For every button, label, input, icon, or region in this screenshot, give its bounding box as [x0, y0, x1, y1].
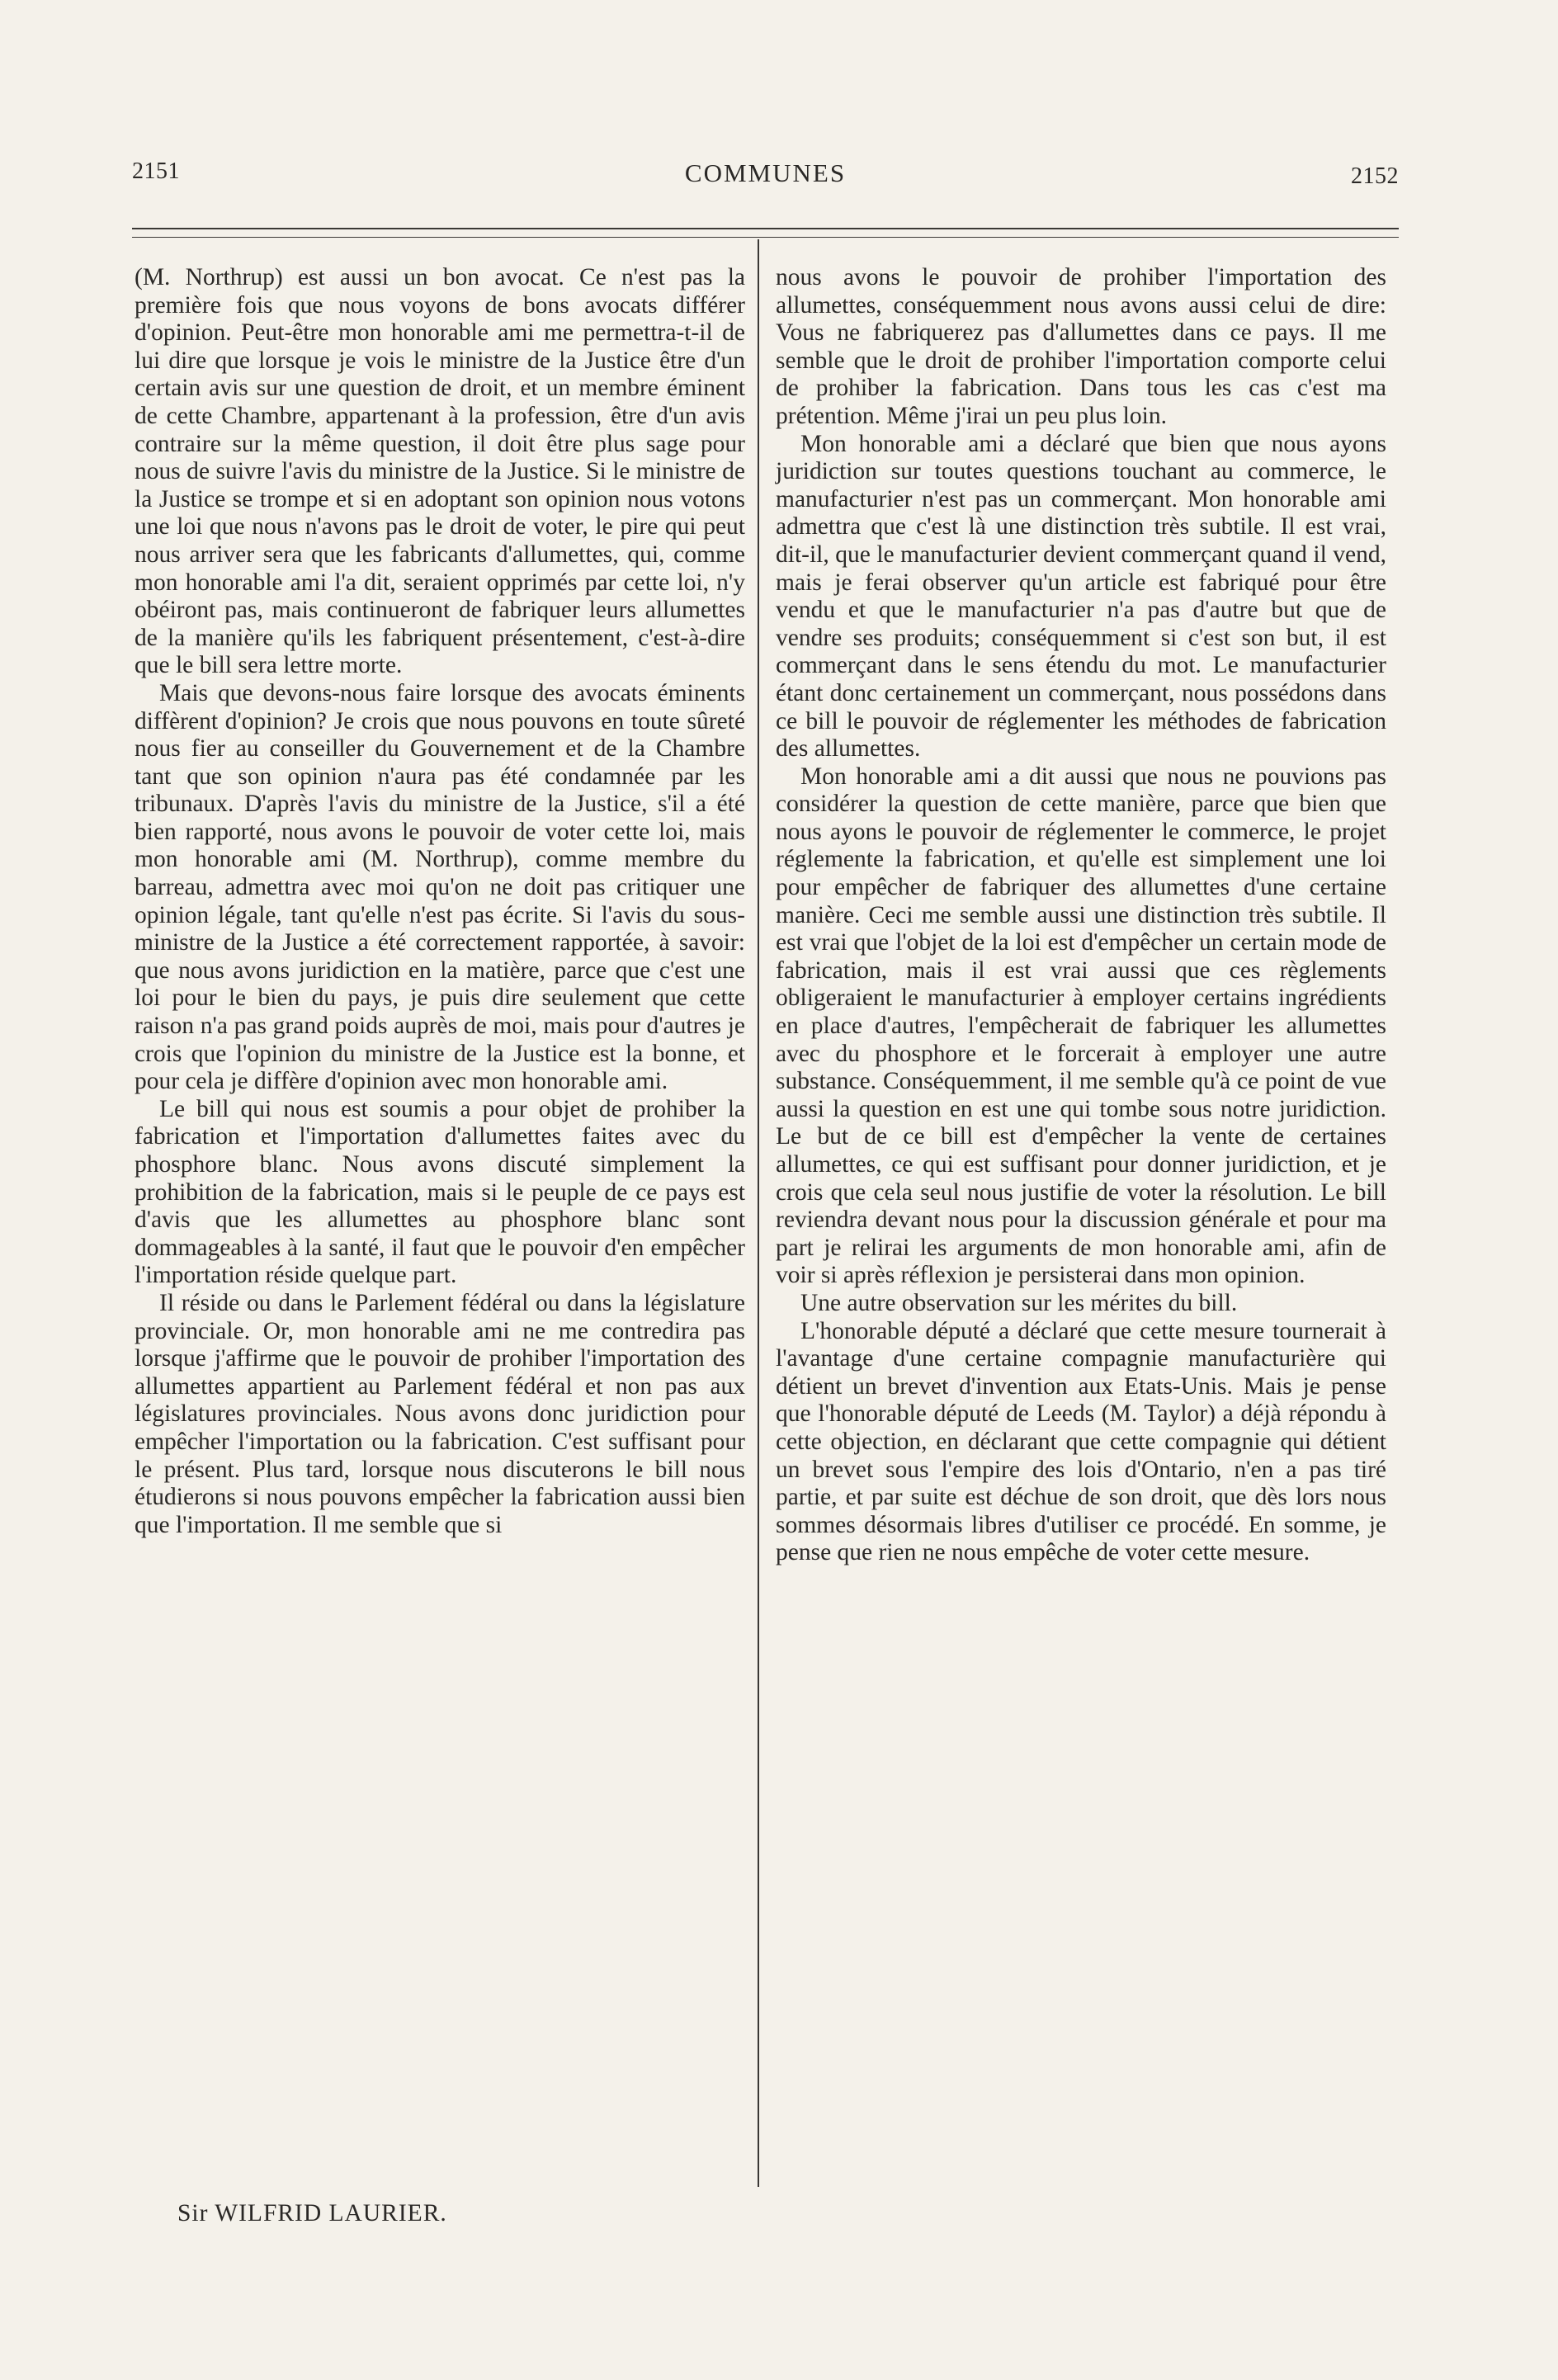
paragraph: Il réside ou dans le Parlement fédéral ou dans la législature provinciale. Or, mon honorable ami ne me contredira pas lorsque j'affirme que le pouvoir de prohiber l'importation des allumettes appartient au Parlement fédéral et non pas aux législatures provinciales. Nous avons donc juridiction pour empêcher l'importation ou la fabrication. C'est suffisant pour le présent. Plus tard, lorsque nous discuterons le bill nous étudierons si nous pouvons empêcher la fabrication aussi bien que l'importation. Il me semble que si [135, 1289, 745, 1538]
page-number-left: 2151 [132, 158, 180, 184]
header-rule-thin [132, 237, 1399, 238]
paragraph: Une autre observation sur les mérites du bill. [800, 1289, 1238, 1316]
page-number-right: 2152 [1351, 163, 1399, 189]
header-rule [132, 228, 1399, 229]
page-header [132, 158, 1399, 191]
column-divider [758, 239, 759, 2187]
speaker-signature: Sir WILFRID LAURIER. [177, 2200, 447, 2227]
paragraph: Mon honorable ami a dit aussi que nous ne pouvions pas considérer la question de cette manière, parce que bien que nous ayons le pouvoir de réglementer le commerce, le projet réglemente la fabrication, et qu'elle est simplement une loi pour empêcher de fabriquer des allumettes d'une certaine manière. Ceci me semble aussi une distinction très subtile. Il est vrai que l'objet de la loi est d'empêcher un certain mode de fabrication, mais il est vrai aussi que ces règlements obligeraient le manufacturier à employer certains ingrédients en place d'autres, l'empêcherait de fabriquer les allumettes avec du phosphore et le forcerait à employer une autre substance. Conséquemment, il me semble qu'à ce point de vue aussi la question en est une qui tombe sous notre juridiction. Le but de ce bill est d'empêcher la vente de certaines allumettes, ce qui est suffisant pour donner juridiction, et je crois que cela seul nous justifie de voter la résolution. Le bill reviendra devant nous pour la discussion générale et pour ma part je relirai les arguments de mon honorable ami, afin de voir si après réflexion je persisterai dans mon opinion. [776, 763, 1386, 1289]
right-column [776, 264, 1386, 1567]
running-title: COMMUNES [684, 158, 847, 187]
paragraph: (M. Northrup) est aussi un bon avocat. Ce n'est pas la première fois que nous voyons de bons avocats différer d'opinion. Peut-être mon honorable ami me permettra-t-il de lui dire que lorsque je vois le ministre de la Justice être d'un certain avis sur une question de droit, et un membre éminent de cette Chambre, appartenant à la profession, être d'un avis contraire sur la même question, il doit être plus sage pour nous de suivre l'avis du ministre de la Justice. Si le ministre de la Justice se trompe et si en adoptant son opinion nous votons une loi que nous n'avons pas le droit de voter, le pire qui peut nous arriver sera que les fabricants d'allumettes, qui, comme mon honorable ami l'a dit, seraient opprimés par cette loi, n'y obéiront pas, mais continueront de fabriquer leurs allumettes de la manière qu'ils les fabriquent présentement, c'est-à-dire que le bill sera lettre morte. [135, 264, 745, 679]
paragraph: Mon honorable ami a déclaré que bien que nous ayons juridiction sur toutes questions touchant au commerce, le manufacturier n'est pas un commerçant. Mon honorable ami admettra que c'est là une distinction très subtile. Il est vrai, dit-il, que le manufacturier devient commerçant quand il vend, mais je ferai observer qu'un article est fabriqué pour être vendu et que le manufacturier n'a pas d'autre but que de vendre ses produits; conséquemment si c'est son but, il est commerçant dans le sens étendu du mot. Le manufacturier étant donc certainement un commerçant, nous possédons dans ce bill le pouvoir de réglementer les méthodes de fabrication des allumettes. [776, 430, 1386, 763]
paragraph: Le bill qui nous est soumis a pour objet de prohiber la fabrication et l'importation d'allumettes faites avec du phosphore blanc. Nous avons discuté simplement la prohibition de la fabrication, mais si le peuple de ce pays est d'avis que les allumettes au phosphore blanc sont dommageables à la santé, il faut que le pouvoir d'en empêcher l'importation réside quelque part. [135, 1095, 745, 1289]
paragraph: L'honorable député a déclaré que cette mesure tournerait à l'avantage d'une certaine compagnie manufacturière qui détient un brevet d'invention aux Etats-Unis. Mais je pense que l'honorable député de Leeds (M. Taylor) a déjà répondu à cette objection, en déclarant que cette compagnie qui détient un brevet sous l'empire des lois d'Ontario, n'en a pas tiré partie, et par suite est déchue de son droit, que dès lors nous sommes désormais libres d'utiliser ce procédé. En somme, je pense que rien ne nous empêche de voter cette mesure. [776, 1317, 1386, 1566]
left-column [135, 264, 745, 1539]
paragraph: Mais que devons-nous faire lorsque des avocats éminents diffèrent d'opinion? Je crois que nous pouvons en toute sûreté nous fier au conseiller du Gouvernement et de la Chambre tant que son opinion n'aura pas été condamnée par les tribunaux. D'après l'avis du ministre de la Justice, s'il a été bien rapporté, nous avons le pouvoir de voter cette loi, mais mon honorable ami (M. Northrup), comme membre du barreau, admettra avec moi qu'on ne doit pas critiquer une opinion légale, tant qu'elle n'est pas écrite. Si l'avis du sous-ministre de la Justice a été correctement rapportée, à savoir: que nous avons juridiction en la matière, parce que c'est une loi pour le bien du pays, je puis dire seulement que cette raison n'a pas grand poids auprès de moi, mais pour d'autres je crois que l'opinion du ministre de la Justice est la bonne, et pour cela je diffère d'opinion avec mon honorable ami. [135, 679, 745, 1095]
paragraph: nous avons le pouvoir de prohiber l'importation des allumettes, conséquemment nous avons aussi celui de dire: Vous ne fabriquerez pas d'allumettes dans ce pays. Il me semble que le droit de prohiber l'importation comporte celui de prohiber la fabrication. Dans tous les cas c'est ma prétention. Même j'irai un peu plus loin. [776, 264, 1386, 429]
